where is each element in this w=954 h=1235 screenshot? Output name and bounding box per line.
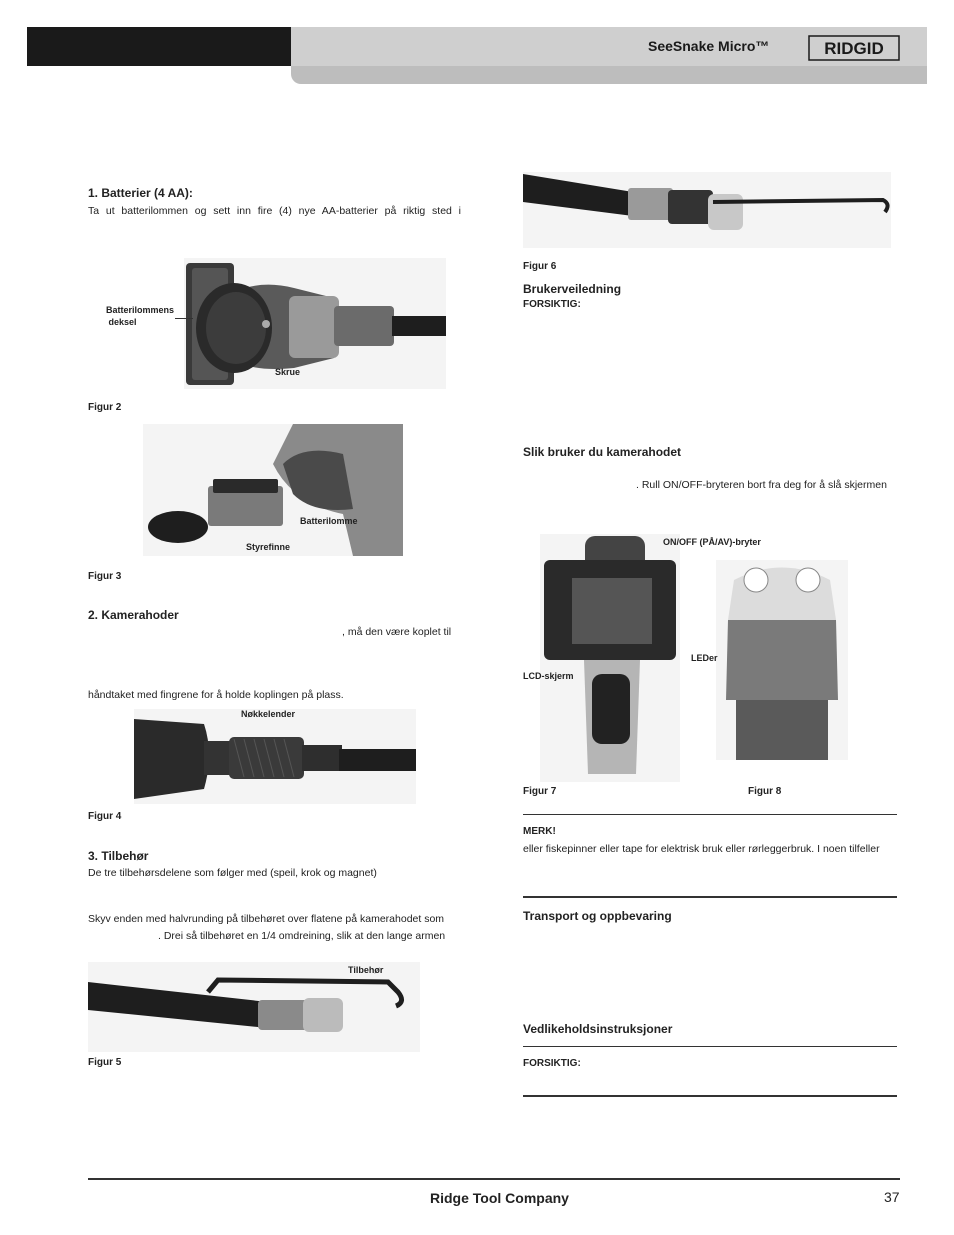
- text-accessories-2: Skyv enden med halvrunding på tilbehøret over flatene på kamerahodet som: [88, 913, 445, 925]
- rule-note-top: [523, 814, 897, 815]
- text-accessories-3: . Drei så tilbehøret en 1/4 omdreining, slik at den lange armen: [158, 930, 446, 942]
- ridgid-logo: [808, 35, 900, 61]
- label-screw: Skrue: [275, 367, 301, 377]
- header-black-band: [27, 27, 291, 66]
- caption-figure-7: Figur 7: [523, 786, 557, 797]
- heading-camera-use: Slik bruker du kamerahodet: [523, 445, 682, 459]
- heading-maintenance: Vedlikeholdsinstruksjoner: [523, 1022, 673, 1036]
- caption-figure-6: Figur 6: [523, 261, 557, 272]
- caption-figure-4: Figur 4: [88, 811, 122, 822]
- caution-maintenance: FORSIKTIG:: [523, 1058, 581, 1069]
- figure-4-image: [134, 709, 416, 804]
- heading-batteries: 1. Batterier (4 AA):: [88, 186, 193, 200]
- footer-company: Ridge Tool Company: [430, 1190, 569, 1206]
- figure-7-image: [540, 534, 680, 782]
- heading-camera-heads: 2. Kamerahoder: [88, 608, 179, 622]
- label-battery-cover: Batterilommens deksel: [106, 305, 175, 327]
- note-text: eller fiskepinner eller tape for elektrisk bruk eller rørleggerbruk. I noen tilfeller: [523, 843, 880, 855]
- rule-maintenance-top: [523, 1046, 897, 1047]
- text-camera-heads-1: , må den være koplet til: [342, 626, 452, 638]
- figure-6-image: [523, 172, 891, 248]
- caption-figure-8: Figur 8: [748, 786, 782, 797]
- note-heading: MERK!: [523, 826, 556, 837]
- heading-transport: Transport og oppbevaring: [523, 909, 672, 923]
- page-number: 37: [884, 1189, 900, 1205]
- text-batteries: Ta ut batterilommen og sett inn fire (4) nye AA-batterier på riktig sted i: [88, 205, 461, 217]
- product-title: SeeSnake Micro™: [648, 38, 770, 54]
- svg-text:RIDGID: RIDGID: [824, 39, 884, 58]
- label-lcd-screen: LCD-skjerm: [523, 671, 574, 681]
- figure-2-image: [184, 258, 446, 389]
- figure-3-image: [143, 424, 403, 556]
- caution-user-guide: FORSIKTIG:: [523, 299, 581, 310]
- text-camera-heads-2: håndtaket med fingrene for å holde koplingen på plass.: [88, 689, 344, 701]
- label-key-ends: Nøkkelender: [241, 709, 296, 719]
- label-leds: LEDer: [691, 653, 718, 663]
- caption-figure-5: Figur 5: [88, 1057, 122, 1068]
- label-battery-pocket: Batterilomme: [300, 516, 358, 526]
- leader-line: [175, 318, 193, 319]
- caption-figure-2: Figur 2: [88, 402, 122, 413]
- heading-user-guide: Brukerveiledning: [523, 282, 622, 296]
- caption-figure-3: Figur 3: [88, 571, 122, 582]
- text-accessories-1: De tre tilbehørsdelene som følger med (speil, krok og magnet): [88, 867, 377, 879]
- label-on-off-switch: ON/OFF (PÅ/AV)-bryter: [663, 537, 761, 547]
- rule-note-bottom: [523, 896, 897, 898]
- text-camera-use: . Rull ON/OFF-bryteren bort fra deg for å slå skjermen: [636, 479, 887, 491]
- label-accessory: Tilbehør: [348, 965, 384, 975]
- rule-maintenance-bottom: [523, 1095, 897, 1097]
- footer-rule: [88, 1178, 900, 1180]
- header-grey-tab: [291, 66, 927, 84]
- label-guide-fin: Styrefinne: [246, 542, 291, 552]
- heading-accessories: 3. Tilbehør: [88, 849, 149, 863]
- figure-8-image: [716, 560, 848, 760]
